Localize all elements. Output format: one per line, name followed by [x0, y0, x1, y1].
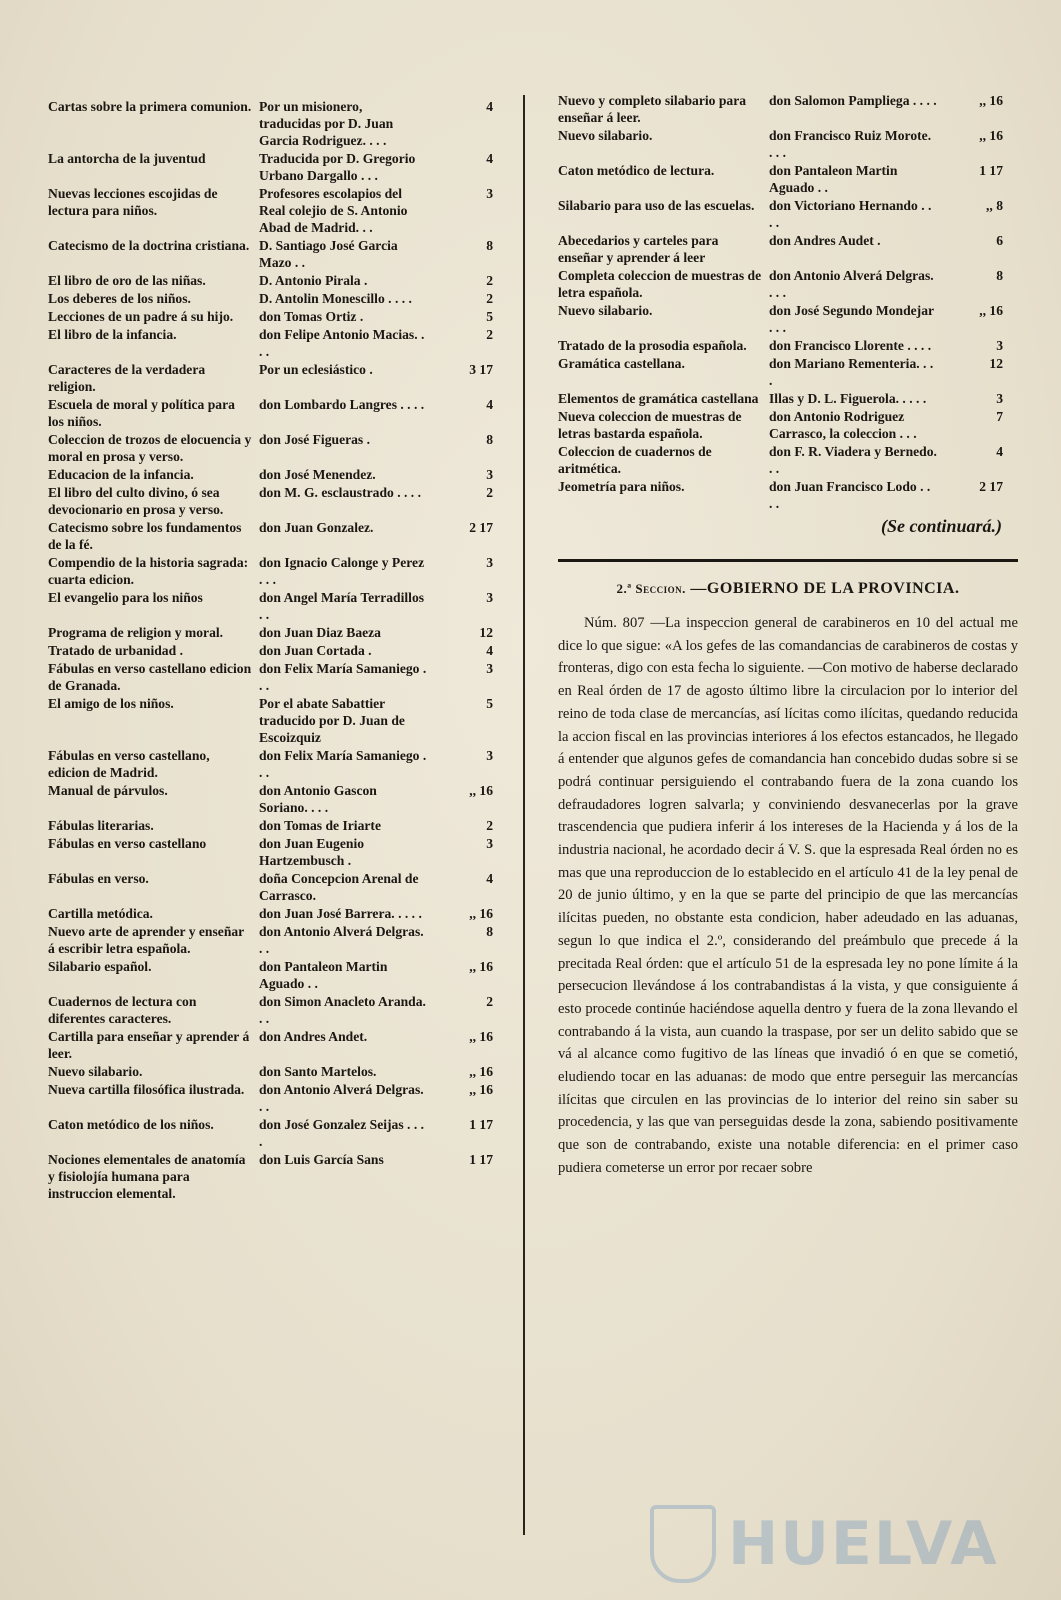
entry-title: Abecedarios y carteles para enseñar y aprender á leer — [558, 233, 719, 265]
entry-price: 8 — [486, 238, 493, 253]
catalog-entry — [48, 624, 508, 641]
body-paragraph: Núm. 807 —La inspeccion general de carabineros en 10 del actual me dice lo que sigue: «A los gefes de las comandancias de carabineros de costas y fronteras, digo con esta fecha lo siguiente. —Con motivo de haberse declarado en Real órden de 17 de agosto último libre la circulacion por lo interior del reino de toda clase de mercancías, así lícitas como ilícitas, quedando reducida la accion fiscal en las provincias interiores á los efectos estancados, he llegado á entender que algunos gefes de comandancia han concebido dudas sobre si se podrá continuar persiguiendo el contrabando fuera de la zona cuando los defraudadores logren salvarla; y conviniendo desvanecerlas por la grave trascendencia que pudiera inferir á los intereses de la Hacienda y á los de la industria nacional, he acordado decir á V. S. que la espresada Real órden no es mas que una reproduccion de lo establecido en el artículo 41 de la ley penal de 20 de junio último, y en la que se parte del principio de que las mercancías ilícitas pueden, no obstante esta condicion, haber adeudado en las aduanas, segun lo que indica el 2.º, considerando del preámbulo que precede á la precitada Real órden: que el artículo 51 de la espresada ley no pone límite á la persecucion llevándose á los contrabandistas á la vista, y que consiguiente á esto procede continúe haciéndose aquella dentro y fuera de la zona llevando el contrabando á la vista, aun cuando la traspase, por ser un delito sabido que se vá al alcance como fugitivo de las líneas que invadió ó en que se cometió, eludiendo tocar en las aduanas: de modo que entre perseguir las mercancías ilícitas que circulen en las provincias de lo interior del reino sin saber su procedencia, y las que van perseguidas desde la zona, sabiendo positivamente que son de contrabando, existe una notable diferencia: en el primer caso pudiera cometerse un error por recaer sobre — [558, 615, 1018, 1176]
entry-author: don Lombardo Langres . . . . — [259, 397, 425, 412]
left-column — [48, 98, 508, 1203]
entry-title: Nuevas lecciones escojidas de lectura para niños. — [48, 186, 218, 218]
catalog-entry — [558, 232, 1018, 266]
entry-author: don Francisco Llorente . . . . — [769, 338, 932, 353]
entry-author: don Felix María Samaniego . . . — [259, 748, 427, 780]
entry-title: Nueva cartilla filosófica ilustrada. — [48, 1082, 245, 1097]
entry-title: Nuevo silabario. — [558, 303, 653, 318]
catalog-entry — [48, 695, 508, 746]
entry-title: Tratado de la prosodia española. — [558, 338, 747, 353]
body-text — [558, 612, 1018, 1180]
entry-price: 4 — [486, 151, 493, 166]
entry-price: ,, 8 — [986, 198, 1003, 213]
entry-price: ,, 16 — [469, 1064, 493, 1079]
entry-price: 5 — [486, 309, 493, 324]
catalog-entry — [558, 162, 1018, 196]
entry-author: don Salomon Pampliega . . . . — [769, 93, 937, 108]
entry-author: Por el abate Sabattier traducido por D. Juan de Escoizquiz — [259, 696, 405, 745]
entry-title: El libro del culto divino, ó sea devocionario en prosa y verso. — [48, 485, 224, 517]
entry-price: 5 — [486, 696, 493, 711]
entry-price: 2 17 — [979, 479, 1003, 494]
catalog-entry — [558, 478, 1018, 512]
entry-author: don Juan José Barrera. . . . . — [259, 906, 422, 921]
entry-title: Silabario español. — [48, 959, 152, 974]
entry-price: 2 — [486, 994, 493, 1009]
catalog-entry — [558, 355, 1018, 389]
entry-title: El libro de oro de las niñas. — [48, 273, 206, 288]
entry-author: don Juan Cortada . — [259, 643, 372, 658]
catalog-entry — [558, 302, 1018, 336]
entry-title: Fábulas en verso. — [48, 871, 149, 886]
entry-author: Traducida por D. Gregorio Urbano Dargallo . . . — [259, 151, 416, 183]
entry-title: Fábulas en verso castellano, edicion de Madrid. — [48, 748, 210, 780]
entry-author: don Andres Audet . — [769, 233, 881, 248]
entry-price: 6 — [996, 233, 1003, 248]
entry-author: don Luis García Sans — [259, 1152, 384, 1167]
entry-title: Catecismo de la doctrina cristiana. — [48, 238, 250, 253]
entry-author: D. Antolin Monescillo . . . . — [259, 291, 412, 306]
catalog-entry — [48, 993, 508, 1027]
entry-author: don José Figueras . — [259, 432, 371, 447]
entry-author: don José Menendez. — [259, 467, 376, 482]
entry-author: Por un misionero, traducidas por D. Juan Garcia Rodriguez. . . . — [259, 99, 394, 148]
catalog-entry — [558, 267, 1018, 301]
catalog-entry — [48, 272, 508, 289]
catalog-entry — [48, 98, 508, 149]
entry-author: don F. R. Viadera y Bernedo. . . — [769, 444, 937, 476]
entry-title: Coleccion de cuadernos de aritmética. — [558, 444, 712, 476]
catalog-entry — [48, 519, 508, 553]
entry-title: Caracteres de la verdadera religion. — [48, 362, 206, 394]
entry-title: La antorcha de la juventud — [48, 151, 206, 166]
entry-author: don Tomas de Iriarte — [259, 818, 381, 833]
entry-price: ,, 16 — [469, 783, 493, 798]
entry-price: 3 — [486, 748, 493, 763]
entry-price: 8 — [996, 268, 1003, 283]
entry-price: 12 — [989, 356, 1003, 371]
entry-price: 8 — [486, 432, 493, 447]
entry-title: Escuela de moral y política para los niños. — [48, 397, 235, 429]
entry-title: El evangelio para los niños — [48, 590, 203, 605]
entry-title: Cartilla para enseñar y aprender á leer. — [48, 1029, 250, 1061]
entry-title: Tratado de urbanidad . — [48, 643, 183, 658]
entry-author: doña Concepcion Arenal de Carrasco. — [259, 871, 419, 903]
catalog-entry — [48, 589, 508, 623]
catalog-entry — [558, 390, 1018, 407]
entry-author: don Santo Martelos. — [259, 1064, 377, 1079]
catalog-entry — [48, 308, 508, 325]
entry-title: Elementos de gramática castellana — [558, 391, 759, 406]
entry-price: 2 — [486, 818, 493, 833]
entry-author: don Andres Andet. — [259, 1029, 368, 1044]
catalog-entry — [558, 443, 1018, 477]
catalog-entry — [558, 408, 1018, 442]
right-column-entries — [558, 92, 1018, 512]
catalog-entry — [558, 92, 1018, 126]
entry-price: ,, 16 — [469, 959, 493, 974]
entry-price: 2 — [486, 327, 493, 342]
entry-author: don Felix María Samaniego . . . — [259, 661, 427, 693]
entry-title: El amigo de los niños. — [48, 696, 174, 711]
entry-author: don Angel María Terradillos . . — [259, 590, 425, 622]
catalog-entry — [558, 127, 1018, 161]
catalog-entry — [48, 782, 508, 816]
entry-title: Catecismo sobre los fundamentos de la fé. — [48, 520, 242, 552]
catalog-entry — [48, 1081, 508, 1115]
entry-author: don Juan Francisco Lodo . . . . — [769, 479, 931, 511]
entry-price: 4 — [486, 643, 493, 658]
catalog-entry — [48, 431, 508, 465]
entry-price: 12 — [479, 625, 493, 640]
entry-price: ,, 16 — [469, 1029, 493, 1044]
right-column — [558, 92, 1018, 1180]
entry-price: ,, 16 — [469, 906, 493, 921]
entry-price: 1 17 — [469, 1117, 493, 1132]
entry-title: Compendio de la historia sagrada: cuarta edicion. — [48, 555, 249, 587]
catalog-entry — [48, 396, 508, 430]
catalog-entry — [48, 817, 508, 834]
entry-title: Jeometría para niños. — [558, 479, 685, 494]
entry-author: don Mariano Rementeria. . . . — [769, 356, 934, 388]
catalog-entry — [48, 1116, 508, 1150]
entry-author: Profesores escolapios del Real colejio de S. Antonio Abad de Madrid. . . — [259, 186, 408, 235]
catalog-entry — [48, 290, 508, 307]
archive-watermark — [650, 1505, 999, 1583]
entry-author: don Juan Eugenio Hartzembusch . — [259, 836, 365, 868]
entry-author: D. Antonio Pirala . — [259, 273, 368, 288]
catalog-entry — [48, 361, 508, 395]
catalog-entry — [48, 150, 508, 184]
entry-price: 3 — [486, 590, 493, 605]
entry-price: 3 — [486, 186, 493, 201]
entry-price: 4 — [486, 99, 493, 114]
catalog-entry — [48, 326, 508, 360]
entry-author: don Pantaleon Martin Aguado . . — [259, 959, 388, 991]
entry-title: Silabario para uso de las escuelas. — [558, 198, 755, 213]
entry-price: 3 17 — [469, 362, 493, 377]
catalog-entry — [48, 1028, 508, 1062]
entry-title: Completa coleccion de muestras de letra española. — [558, 268, 762, 300]
shield-icon — [650, 1505, 716, 1583]
entry-title: Nuevo silabario. — [48, 1064, 143, 1079]
continuara-note: (Se continuará.) — [880, 516, 1002, 536]
catalog-entry — [48, 870, 508, 904]
entry-title: Lecciones de un padre á su hijo. — [48, 309, 234, 324]
entry-author: don Francisco Ruiz Morote. . . . — [769, 128, 932, 160]
catalog-entry — [48, 185, 508, 236]
entry-price: 2 — [486, 273, 493, 288]
entry-author: Illas y D. L. Figuerola. . . . . — [769, 391, 927, 406]
entry-price: 3 — [486, 661, 493, 676]
entry-price: 7 — [996, 409, 1003, 424]
entry-author: don Juan Gonzalez. — [259, 520, 374, 535]
entry-title: Nuevo arte de aprender y enseñar á escribir letra española. — [48, 924, 244, 956]
catalog-entry — [558, 337, 1018, 354]
catalog-entry — [48, 466, 508, 483]
entry-author: don Pantaleon Martin Aguado . . — [769, 163, 898, 195]
entry-price: 2 — [486, 291, 493, 306]
catalog-entry — [558, 197, 1018, 231]
entry-author: don M. G. esclaustrado . . . . — [259, 485, 421, 500]
entry-title: Manual de párvulos. — [48, 783, 168, 798]
catalog-entry — [48, 747, 508, 781]
catalog-entry — [48, 484, 508, 518]
entry-author: Por un eclesiástico . — [259, 362, 373, 377]
entry-author: don Ignacio Calonge y Perez . . . — [259, 555, 425, 587]
entry-title: Nuevo silabario. — [558, 128, 653, 143]
catalog-entry — [48, 642, 508, 659]
entry-title: Gramática castellana. — [558, 356, 685, 371]
entry-title: Caton metódico de los niños. — [48, 1117, 214, 1132]
entry-title: Cartas sobre la primera comunion. — [48, 99, 252, 114]
entry-title: Fábulas en verso castellano edicion de Granada. — [48, 661, 252, 693]
entry-author: don Antonio Alverá Delgras. . . — [259, 1082, 424, 1114]
catalog-entry — [48, 237, 508, 271]
catalog-entry — [48, 905, 508, 922]
entry-price: 3 — [486, 836, 493, 851]
entry-title: Nociones elementales de anatomía y fisiolojía humana para instruccion elemental. — [48, 1152, 246, 1201]
entry-price: 3 — [996, 391, 1003, 406]
entry-author: don Victoriano Hernando . . . . — [769, 198, 932, 230]
entry-price: 2 — [486, 485, 493, 500]
entry-author: don Antonio Rodriguez Carrasco, la coleccion . . . — [769, 409, 917, 441]
catalog-entry — [48, 958, 508, 992]
entry-author: don Antonio Gascon Soriano. . . . — [259, 783, 377, 815]
catalog-entry — [48, 923, 508, 957]
entry-price: 1 17 — [979, 163, 1003, 178]
entry-author: D. Santiago José Garcia Mazo . . — [259, 238, 398, 270]
entry-author: don Antonio Alverá Delgras. . . — [259, 924, 424, 956]
entry-price: 2 17 — [469, 520, 493, 535]
entry-author: don José Segundo Mondejar . . . — [769, 303, 934, 335]
entry-price: 8 — [486, 924, 493, 939]
section-title — [558, 580, 1018, 598]
catalog-entry — [48, 1063, 508, 1080]
entry-price: ,, 16 — [979, 93, 1003, 108]
entry-author: don Antonio Alverá Delgras. . . . — [769, 268, 934, 300]
catalog-entry — [48, 554, 508, 588]
entry-title: Cuadernos de lectura con diferentes caracteres. — [48, 994, 197, 1026]
entry-price: 3 — [996, 338, 1003, 353]
entry-title: Fábulas literarias. — [48, 818, 154, 833]
section-heading: —GOBIERNO DE LA PROVINCIA. — [690, 580, 960, 597]
entry-title: Educacion de la infancia. — [48, 467, 194, 482]
entry-price: 3 — [486, 555, 493, 570]
entry-author: don José Gonzalez Seijas . . . . — [259, 1117, 425, 1149]
section-rule — [558, 559, 1018, 562]
entry-price: 4 — [486, 397, 493, 412]
entry-title: Los deberes de los niños. — [48, 291, 191, 306]
watermark-text: HUELVA — [728, 1509, 999, 1579]
entry-author: don Felipe Antonio Macias. . . . — [259, 327, 425, 359]
entry-price: ,, 16 — [979, 303, 1003, 318]
catalog-entry — [48, 1151, 508, 1202]
entry-author: don Juan Diaz Baeza — [259, 625, 381, 640]
entry-price: 4 — [486, 871, 493, 886]
entry-price: 4 — [996, 444, 1003, 459]
entry-title: Nueva coleccion de muestras de letras bastarda española. — [558, 409, 742, 441]
column-divider — [523, 95, 525, 1535]
catalog-entry — [48, 835, 508, 869]
entry-title: Fábulas en verso castellano — [48, 836, 207, 851]
entry-author: don Simon Anacleto Aranda. . . — [259, 994, 426, 1026]
entry-title: El libro de la infancia. — [48, 327, 177, 342]
entry-author: don Tomas Ortiz . — [259, 309, 364, 324]
entry-price: 1 17 — [469, 1152, 493, 1167]
entry-title: Cartilla metódica. — [48, 906, 153, 921]
entry-price: 3 — [486, 467, 493, 482]
section-prefix: 2.ª Seccion. — [616, 581, 686, 596]
entry-price: ,, 16 — [979, 128, 1003, 143]
entry-price: ,, 16 — [469, 1082, 493, 1097]
entry-title: Caton metódico de lectura. — [558, 163, 715, 178]
entry-title: Programa de religion y moral. — [48, 625, 224, 640]
catalog-entry — [48, 660, 508, 694]
entry-title: Nuevo y completo silabario para enseñar á leer. — [558, 93, 747, 125]
entry-title: Coleccion de trozos de elocuencia y moral en prosa y verso. — [48, 432, 252, 464]
